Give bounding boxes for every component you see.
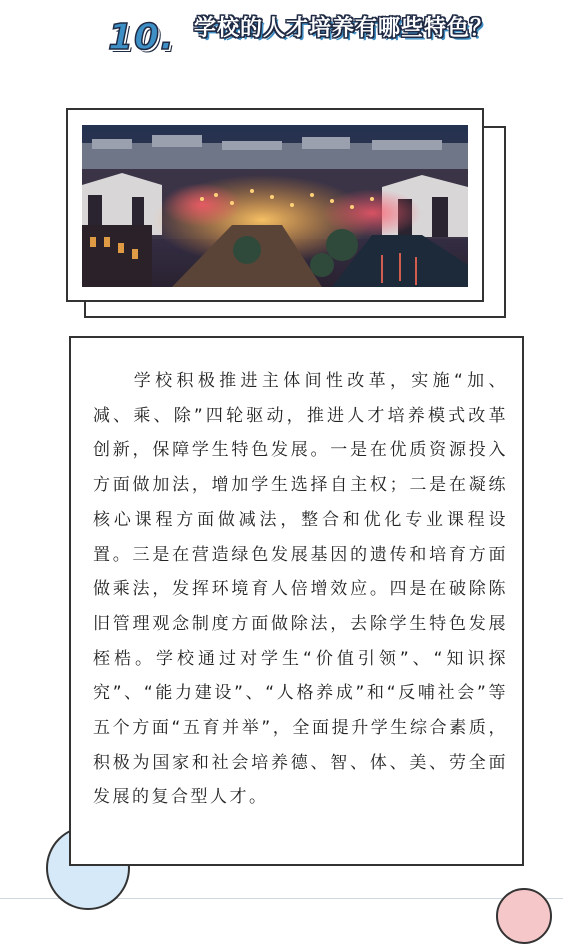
section-header [0,0,563,90]
city-night-photo [82,125,468,287]
photo-frame [66,108,484,302]
content-box [69,336,524,866]
question-number: 10. [108,17,175,58]
decorative-circle-pink [496,888,552,944]
question-title: 学校的人才培养有哪些特色？ [194,16,494,41]
content-paragraph: 学校积极推进主体间性改革，实施“加、减、乘、除”四轮驱动，推进人才培养模式改革创新，保障学生特色发展。一是在优质资源投入方面做加法，增加学生选择自主权；二是在凝练核心课程方面做减法，整合和优化专业课程设置。三是在营造绿色发展基因的遗传和培育方面做乘法，发挥环境育人倍增效应。四是在破除陈旧管理观念制度方面做除法，去除学生特色发展桎梏。学校通过对学生“价值引领”、“知识探究”、“能力建设”、“人格养成”和“反哺社会”等五个方面“五育并举”，全面提升学生综合素质，积极为国家和社会培养德、智、体、美、劳全面发展的复合型人才。 [93,371,508,808]
